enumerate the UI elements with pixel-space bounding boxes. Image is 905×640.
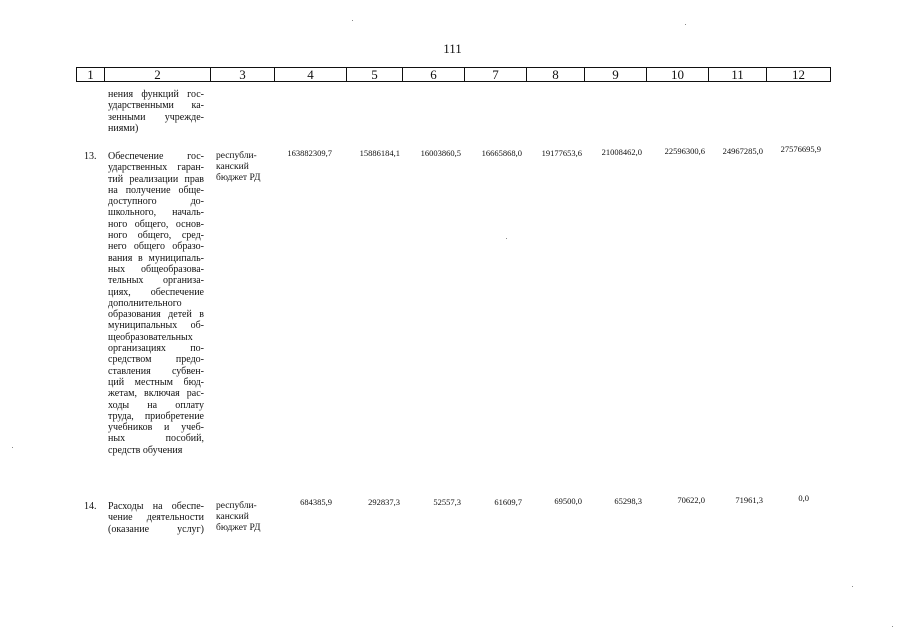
description-line: учебников и учеб- [108, 422, 204, 434]
row-number: 14. [84, 501, 97, 512]
column-header-11: 11 [709, 68, 767, 82]
description-line: образования детей в [108, 309, 204, 321]
row-description [108, 501, 204, 535]
description-line: ных общеобразова- [108, 263, 204, 275]
description-line: средством предо- [108, 354, 204, 366]
value-col-12: 27576695,9 [780, 144, 821, 154]
row-number: 13. [84, 151, 97, 162]
description-line: вания в муниципаль- [108, 252, 204, 264]
funding-source-line: бюджет РД [216, 173, 261, 184]
value-col-7: 16665868,0 [481, 148, 522, 158]
value-col-6: 52557,3 [433, 497, 461, 507]
column-header-3: 3 [211, 68, 275, 82]
description-line: средств обучения [108, 444, 183, 456]
value-col-9: 21008462,0 [601, 147, 642, 157]
funding-source [216, 501, 276, 535]
column-header-9: 9 [585, 68, 647, 82]
description-line: чение деятельности [108, 512, 204, 524]
description-line: ций местным бюд- [108, 376, 204, 388]
value-col-11: 24967285,0 [722, 146, 763, 156]
value-col-10: 70622,0 [677, 495, 705, 505]
description-line: доступного до- [108, 196, 204, 208]
column-header-7: 7 [465, 68, 527, 82]
description-line: нения функций гос- [108, 89, 204, 100]
funding-source-line: республи- [216, 501, 257, 511]
description-line: ударственных гаран- [108, 162, 204, 174]
description-line: (оказание услуг) [108, 523, 204, 535]
page-number: 111 [443, 41, 462, 56]
description-line: ного общего, основ- [108, 218, 204, 230]
column-header-8: 8 [527, 68, 585, 82]
value-col-4: 684385,9 [300, 497, 332, 507]
column-header-10: 10 [647, 68, 709, 82]
description-line: него общего образо- [108, 241, 204, 253]
value-col-12: 0,0 [798, 493, 809, 503]
funding-source-line: республи- [216, 151, 257, 161]
description-line: дополнительного [108, 297, 182, 309]
description-line: циях, обеспечение [108, 286, 204, 298]
value-col-9: 65298,3 [614, 496, 642, 506]
description-line: ниями) [108, 122, 139, 134]
value-col-11: 71961,3 [735, 495, 763, 505]
description-line: тельных организа- [108, 275, 204, 287]
description-line: школьного, началь- [108, 207, 204, 219]
value-col-7: 61609,7 [494, 497, 522, 507]
description-line: ного общего, сред- [108, 230, 204, 242]
funding-source-line: бюджет РД [216, 523, 261, 534]
value-col-4: 163882309,7 [287, 148, 332, 158]
description-line: ударственными ка- [108, 100, 204, 112]
column-header-5: 5 [347, 68, 403, 82]
column-header-12: 12 [767, 68, 831, 82]
funding-source [216, 151, 276, 185]
scan-speck [852, 586, 853, 587]
description-line: организациях по- [108, 343, 204, 355]
value-col-8: 19177653,6 [541, 148, 582, 158]
scan-speck [12, 447, 13, 448]
description-line: жетам, включая рас- [108, 388, 204, 400]
description-line: зенными учрежде- [108, 111, 204, 123]
description-line: щеобразовательных [108, 331, 193, 343]
column-header-row [76, 67, 831, 82]
scan-speck [352, 20, 353, 21]
value-col-5: 15886184,1 [359, 148, 400, 158]
funding-source-line: канский [216, 162, 249, 173]
scan-speck [892, 626, 893, 627]
description-line: ных пособий, [108, 433, 204, 445]
description-line: на получение обще- [108, 184, 204, 196]
description-line: ставления субвен- [108, 365, 204, 377]
row-description [108, 151, 204, 456]
description-line: Обеспечение гос- [108, 151, 204, 162]
description-line: тий реализации прав [108, 173, 204, 185]
description-line: Расходы на обеспе- [108, 501, 204, 512]
column-header-2: 2 [105, 68, 211, 82]
scan-speck [506, 238, 507, 239]
column-header-1: 1 [77, 68, 105, 82]
column-header-4: 4 [275, 68, 347, 82]
value-col-6: 16003860,5 [420, 148, 461, 158]
column-header-6: 6 [403, 68, 465, 82]
description-line: ходы на оплату [108, 399, 204, 411]
description-line: труда, приобретение [108, 410, 204, 422]
value-col-10: 22596300,6 [664, 146, 705, 156]
value-col-8: 69500,0 [554, 496, 582, 506]
funding-source-line: канский [216, 512, 249, 523]
value-col-5: 292837,3 [368, 497, 400, 507]
description-line: муниципальных об- [108, 320, 204, 332]
scan-speck [685, 24, 686, 25]
continuation-description [108, 89, 204, 134]
